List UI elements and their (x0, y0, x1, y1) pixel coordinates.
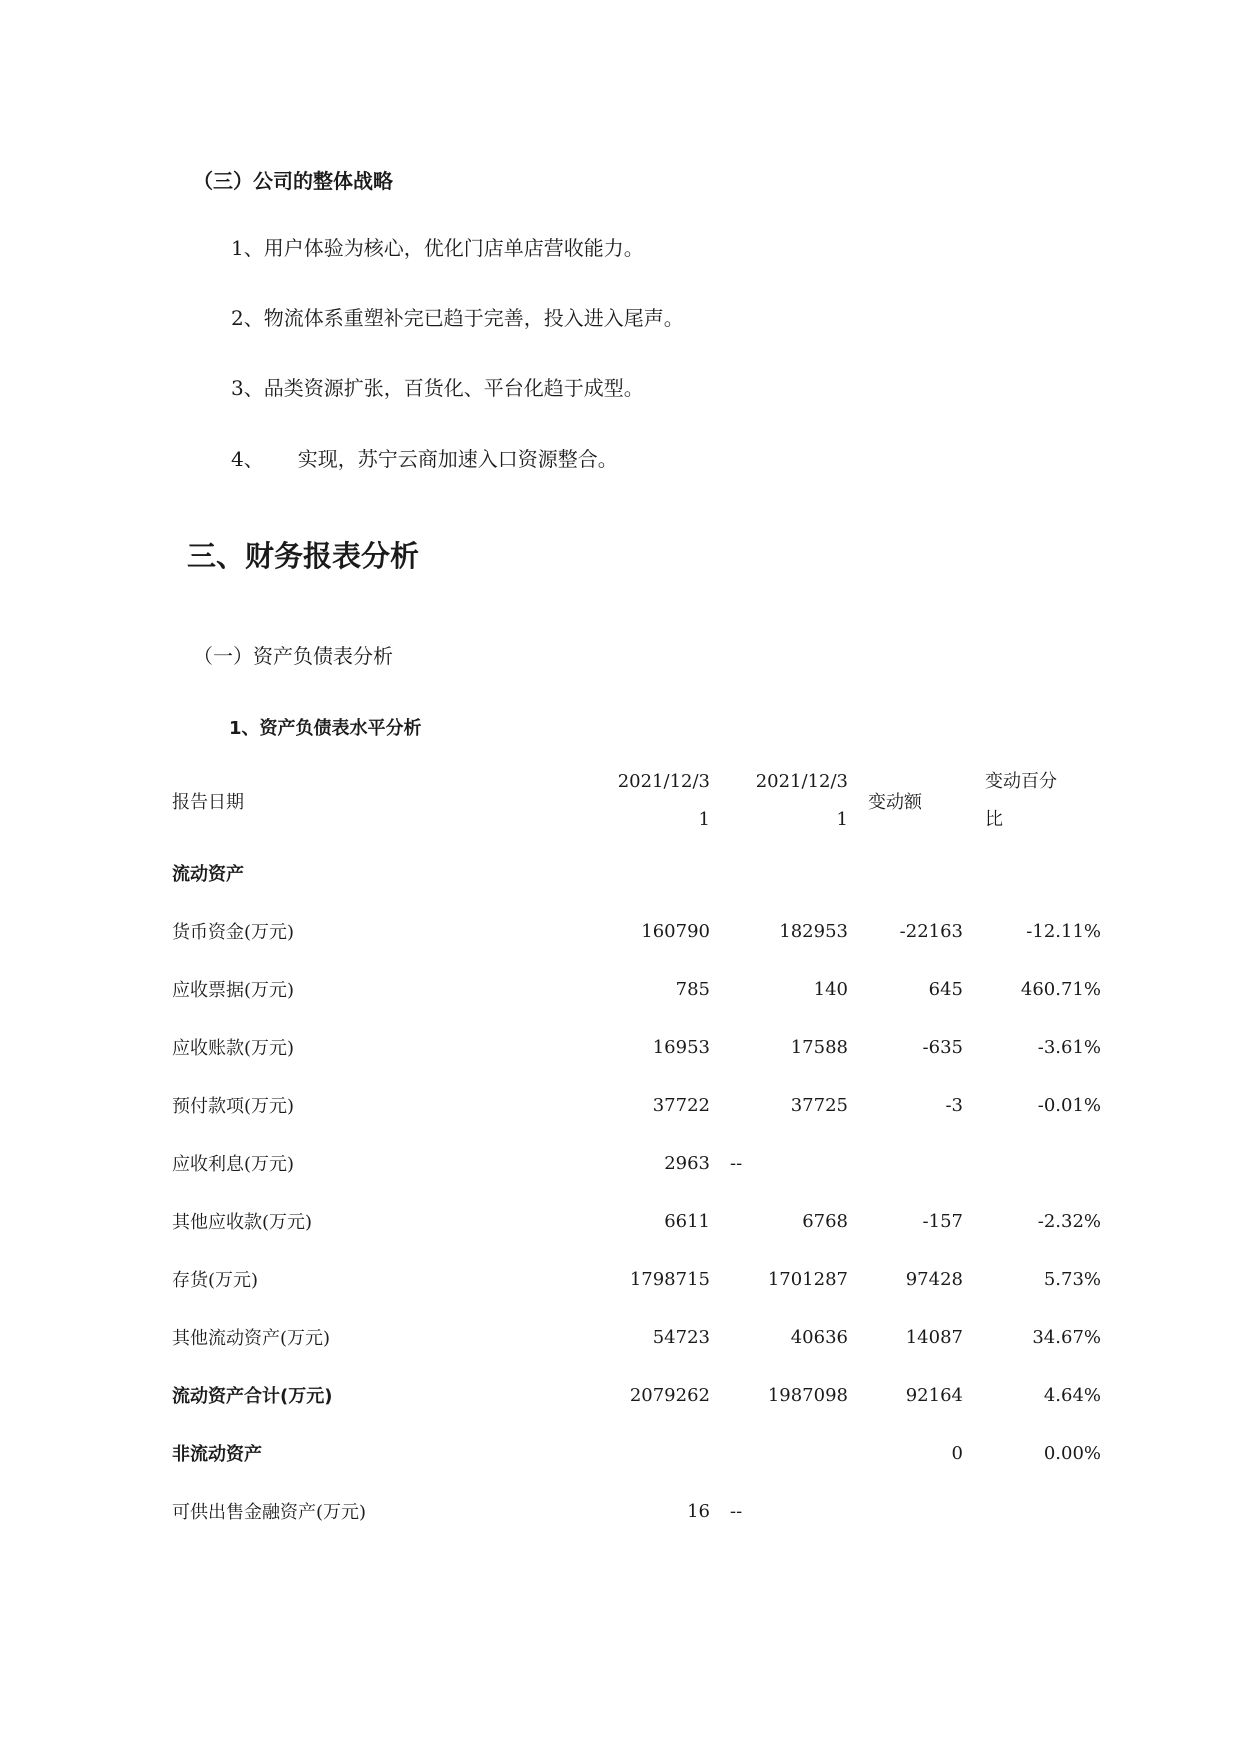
table-row (172, 1134, 1101, 1192)
strategy-item-text: 实现，苏宁云商加速入口资源整合。 (297, 447, 618, 471)
row-label: 预付款项(万元) (172, 1096, 295, 1117)
strategy-item-text: 用户体验为核心，优化门店单店营收能力。 (263, 236, 644, 260)
row-value: -3 (945, 1094, 963, 1116)
row-value (848, 844, 963, 902)
row-value: -157 (922, 1210, 963, 1232)
row-value: -- (730, 1152, 743, 1174)
row-value (963, 844, 1101, 902)
row-label: 存货(万元) (172, 1270, 259, 1291)
row-value: 17588 (790, 1036, 848, 1058)
balance-sheet-table (172, 758, 1101, 1540)
row-value (963, 1482, 1101, 1540)
header-date-1: 2021/12/3 1 (617, 771, 710, 830)
table-row (172, 1192, 1101, 1250)
row-label: 货币资金(万元) (172, 922, 295, 943)
row-value: 160790 (641, 920, 710, 942)
row-value: 785 (675, 978, 710, 1000)
row-value: -12.11% (1026, 920, 1101, 942)
header-change-amount: 变动额 (868, 792, 922, 813)
header-date-2: 2021/12/3 1 (755, 771, 848, 830)
row-value (710, 844, 848, 902)
strategy-item-number: 3、 (231, 376, 264, 400)
table-row (172, 1482, 1101, 1540)
row-value: 37722 (652, 1094, 710, 1116)
row-value (592, 1424, 710, 1482)
row-value: 645 (928, 978, 963, 1000)
row-value (963, 1134, 1101, 1192)
row-value: 182953 (779, 920, 848, 942)
strategy-item-4 (231, 443, 618, 472)
strategy-item-number: 1、 (231, 236, 264, 260)
table-row (172, 1308, 1101, 1366)
strategy-item-text: 品类资源扩张，百货化、平台化趋于成型。 (263, 376, 644, 400)
row-value: 140 (813, 978, 848, 1000)
table-row (172, 1424, 1101, 1482)
row-value: 4.64% (1043, 1384, 1101, 1406)
row-value: 6611 (664, 1210, 710, 1232)
table-row (172, 902, 1101, 960)
strategy-item-number: 2、 (231, 306, 264, 330)
main-heading: 三、财务报表分析 (187, 539, 420, 573)
strategy-item-1 (231, 232, 644, 261)
row-value (848, 1134, 963, 1192)
sub-heading: （一）资产负债表分析 (193, 644, 393, 668)
row-label: 应收票据(万元) (172, 980, 295, 1001)
header-label: 报告日期 (172, 792, 244, 813)
row-label: 应收账款(万元) (172, 1038, 295, 1059)
table-row (172, 844, 1101, 902)
table-row (172, 1076, 1101, 1134)
row-value: 0 (951, 1442, 963, 1464)
row-value: 16 (687, 1500, 710, 1522)
row-label: 其他应收款(万元) (172, 1212, 313, 1233)
strategy-item-text: 物流体系重塑补完已趋于完善，投入进入尾声。 (263, 306, 684, 330)
strategy-item-2 (231, 302, 684, 331)
header-change-percent: 变动百分 比 (985, 771, 1057, 830)
row-value: -22163 (899, 920, 963, 942)
row-value: 2963 (664, 1152, 710, 1174)
row-value: -635 (922, 1036, 963, 1058)
strategy-item-number: 4、 (231, 447, 264, 471)
row-value: 2079262 (629, 1384, 710, 1406)
table-header-row (172, 758, 1101, 844)
strategy-item-3 (231, 372, 644, 401)
row-label: 流动资产 (172, 864, 244, 885)
row-label: 可供出售金融资产(万元) (172, 1502, 367, 1523)
row-value: 1701287 (767, 1268, 848, 1290)
row-value: 34.67% (1032, 1326, 1101, 1348)
row-label: 非流动资产 (172, 1444, 262, 1465)
row-label: 应收利息(万元) (172, 1154, 295, 1175)
row-value (592, 844, 710, 902)
row-value: -0.01% (1037, 1094, 1101, 1116)
row-value: 14087 (905, 1326, 963, 1348)
row-value: 0.00% (1043, 1442, 1101, 1464)
table-row (172, 1366, 1101, 1424)
table-heading: 1、资产负债表水平分析 (229, 718, 422, 739)
row-value (848, 1482, 963, 1540)
row-value: 1798715 (629, 1268, 710, 1290)
row-value (710, 1424, 848, 1482)
row-value: 6768 (802, 1210, 848, 1232)
row-value: 54723 (652, 1326, 710, 1348)
row-value: -2.32% (1037, 1210, 1101, 1232)
row-label: 流动资产合计(万元) (172, 1386, 333, 1407)
row-value: -3.61% (1037, 1036, 1101, 1058)
row-value: 40636 (790, 1326, 848, 1348)
row-value: 460.71% (1020, 978, 1101, 1000)
row-label: 其他流动资产(万元) (172, 1328, 331, 1349)
row-value: 16953 (652, 1036, 710, 1058)
table-row (172, 1018, 1101, 1076)
row-value: 97428 (905, 1268, 963, 1290)
row-value: 92164 (905, 1384, 963, 1406)
row-value: -- (730, 1500, 743, 1522)
table-row (172, 960, 1101, 1018)
table-row (172, 1250, 1101, 1308)
row-value: 1987098 (767, 1384, 848, 1406)
row-value: 37725 (790, 1094, 848, 1116)
section-heading: （三）公司的整体战略 (193, 169, 393, 193)
row-value: 5.73% (1043, 1268, 1101, 1290)
